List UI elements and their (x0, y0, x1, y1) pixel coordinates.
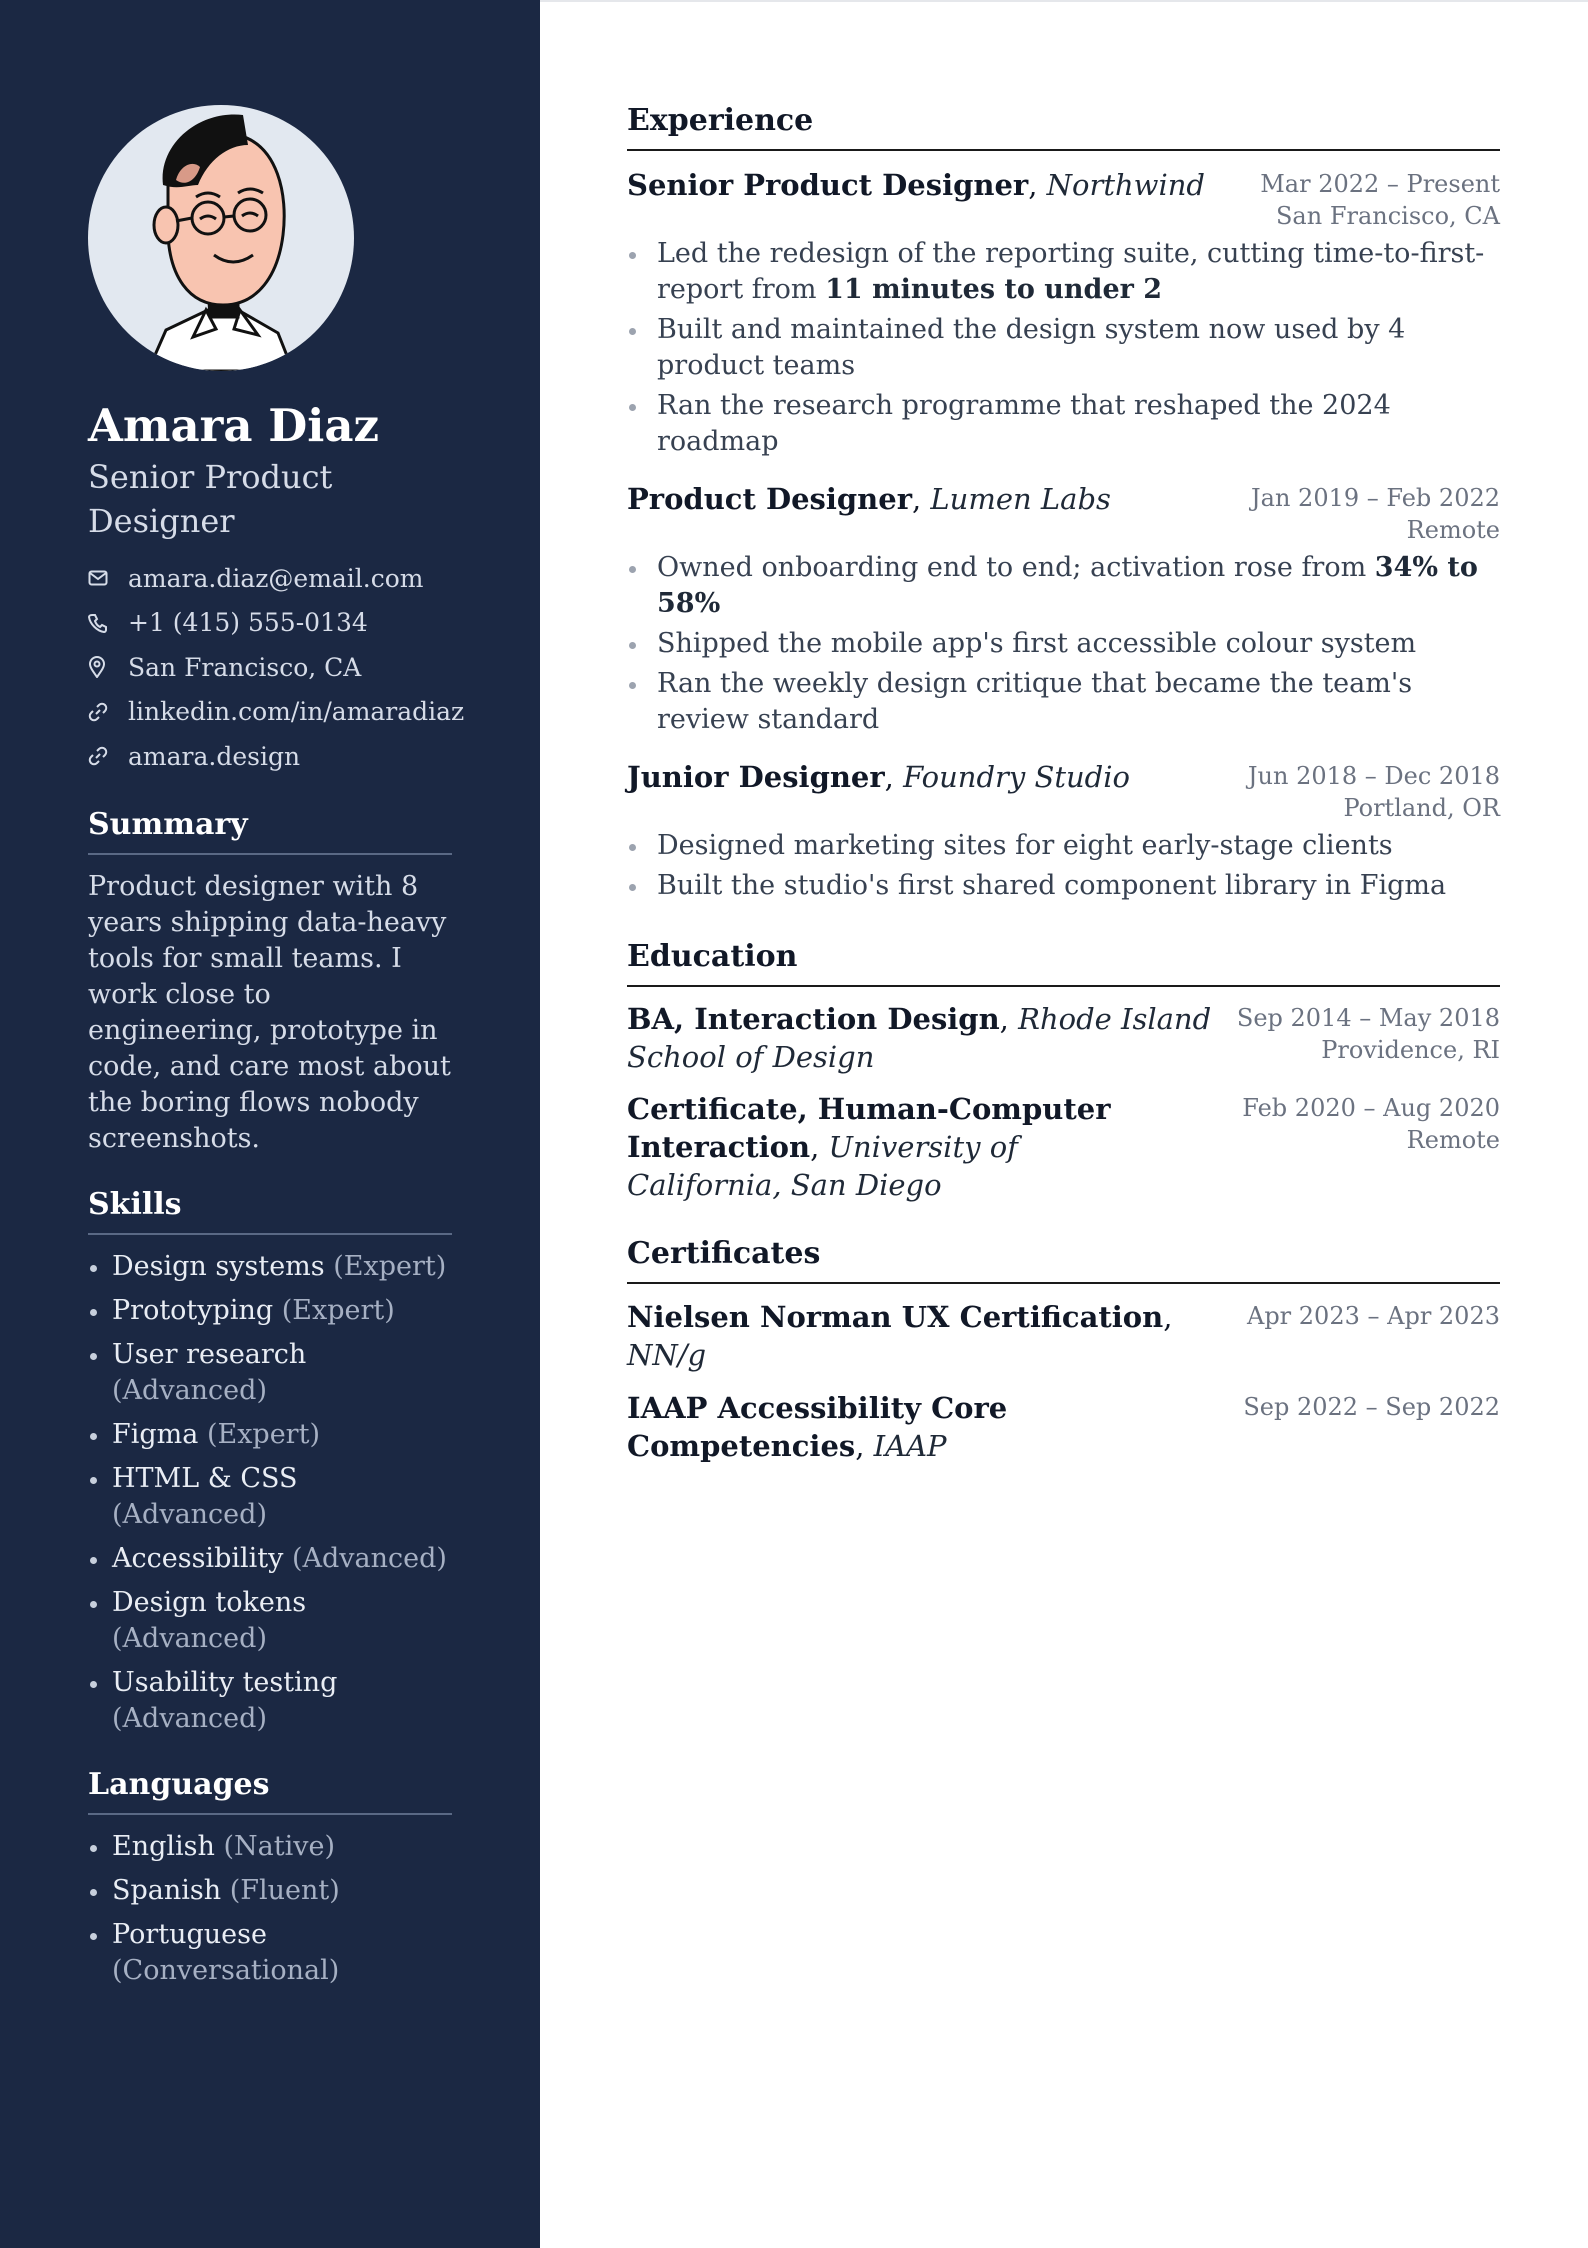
education-entry (627, 1000, 1500, 1076)
bullet-list (627, 236, 1500, 460)
certificate-issuer: IAAP (873, 1429, 947, 1463)
experience-entry (627, 758, 1500, 908)
skill-name: Usability testing (112, 1667, 338, 1698)
contact-linkedin-text: linkedin.com/in/amaradiaz (128, 697, 465, 727)
list-item (88, 1293, 452, 1329)
contact-phone[interactable] (88, 601, 508, 646)
language-name: Spanish (112, 1875, 222, 1906)
education-entry (627, 1090, 1500, 1204)
skill-name: User research (112, 1339, 307, 1370)
bullet-text: Led the redesign of the reporting suite, cutting time-to-first-report from (657, 238, 1485, 305)
language-name: Portuguese (112, 1919, 267, 1950)
entry-dates: Sep 2014 – May 2018 (1236, 1004, 1500, 1032)
list-item (627, 312, 1500, 384)
entry-location: Providence, RI (1321, 1036, 1500, 1064)
entry-meta (1242, 1092, 1500, 1156)
skill-level: (Advanced) (112, 1623, 267, 1654)
list-item (88, 1665, 452, 1737)
list-item (627, 868, 1500, 904)
contact-location-text: San Francisco, CA (128, 652, 362, 682)
entry-title: IAAP Accessibility Core Competencies, IAAP (627, 1391, 1008, 1463)
bullet-list (627, 828, 1500, 904)
skill-name: Accessibility (112, 1543, 284, 1574)
avatar-illustration (88, 105, 354, 371)
contact-website[interactable] (88, 734, 508, 779)
entry-header (627, 758, 1500, 822)
entry-location: Portland, OR (1343, 794, 1500, 822)
skill-level: (Advanced) (112, 1703, 267, 1734)
entry-location: San Francisco, CA (1275, 202, 1500, 230)
education-heading: Education (627, 937, 1500, 987)
certificates-heading: Certificates (627, 1234, 1500, 1284)
company-name: Lumen Labs (930, 482, 1111, 516)
experience-heading: Experience (627, 101, 1500, 151)
degree: Certificate, Human-Computer Interaction (627, 1092, 1111, 1164)
entry-header (627, 480, 1500, 544)
entry-meta (1243, 1391, 1500, 1423)
contact-website-text: amara.design (128, 741, 301, 771)
skill-level: (Expert) (281, 1295, 395, 1326)
entry-title: Certificate, Human-Computer Interaction, University of California, San Diego (627, 1092, 1111, 1202)
contact-email[interactable] (88, 556, 508, 601)
bullet-text: Built and maintained the design system now used by 4 product teams (657, 314, 1406, 381)
entry-dates: Mar 2022 – Present (1260, 170, 1500, 198)
entry-meta (1260, 168, 1500, 232)
languages-list (88, 1829, 452, 1989)
entry-header (627, 166, 1500, 230)
bullet-text: Shipped the mobile app's first accessible colour system (657, 628, 1417, 659)
contact-list (88, 556, 508, 779)
list-item (88, 1917, 452, 1989)
languages-heading: Languages (88, 1765, 452, 1815)
certificate-entry (627, 1298, 1500, 1374)
company-name: Foundry Studio (903, 760, 1130, 794)
certificate-name: Nielsen Norman UX Certification (627, 1300, 1164, 1334)
degree: BA, Interaction Design (627, 1002, 1000, 1036)
list-item (88, 1337, 452, 1409)
sidebar (0, 0, 540, 2248)
list-item (88, 1461, 452, 1533)
language-level: (Conversational) (112, 1955, 340, 1986)
summary-section (88, 805, 452, 1157)
company-name: Northwind (1046, 168, 1205, 202)
entry-location: Remote (1406, 1126, 1500, 1154)
entry-dates: Apr 2023 – Apr 2023 (1246, 1302, 1500, 1330)
entry-meta (1251, 482, 1500, 546)
list-item (627, 626, 1500, 662)
skill-level: (Advanced) (291, 1543, 447, 1574)
experience-entry (627, 166, 1500, 464)
school-name: Rhode Island School of Design (627, 1002, 1212, 1074)
contact-location (88, 645, 508, 690)
skill-name: Design systems (112, 1251, 325, 1282)
entry-dates: Jun 2018 – Dec 2018 (1247, 762, 1500, 790)
entry-title: BA, Interaction Design, Rhode Island School of Design (627, 1002, 1212, 1074)
summary-heading: Summary (88, 805, 452, 855)
link-icon (88, 700, 128, 724)
contact-phone-text: +1 (415) 555-0134 (128, 608, 368, 638)
skills-section (88, 1185, 452, 1745)
skill-level: (Expert) (333, 1251, 447, 1282)
bullet-text: Designed marketing sites for eight early-stage clients (657, 830, 1393, 861)
job-title: Junior Designer (627, 760, 885, 794)
certificate-issuer: NN/g (627, 1338, 707, 1372)
entry-dates: Sep 2022 – Sep 2022 (1243, 1393, 1500, 1421)
list-item (88, 1541, 452, 1577)
contact-email-text: amara.diaz@email.com (128, 563, 424, 593)
bullet-list (627, 550, 1500, 738)
skill-name: HTML & CSS (112, 1463, 298, 1494)
entry-meta (1247, 1300, 1500, 1332)
job-title: Senior Product Designer (627, 168, 1029, 202)
entry-location: Remote (1406, 516, 1500, 544)
list-item (627, 236, 1500, 308)
entry-header (627, 1090, 1500, 1204)
list-item (88, 1249, 452, 1285)
skills-list (88, 1249, 452, 1737)
certificate-name: IAAP Accessibility Core Competencies (627, 1391, 1008, 1463)
bullet-highlight: 34% to 58% (657, 552, 1478, 619)
list-item (627, 550, 1500, 622)
list-item (627, 388, 1500, 460)
entry-header (627, 1389, 1500, 1465)
bullet-highlight: 11 minutes to under 2 (825, 274, 1163, 305)
skill-level: (Advanced) (112, 1499, 267, 1530)
certificate-entry (627, 1389, 1500, 1465)
candidate-role: Senior Product Designer (88, 458, 333, 540)
skill-level: (Expert) (206, 1419, 320, 1450)
languages-section (88, 1765, 452, 1997)
entry-title: Junior Designer, Foundry Studio (627, 760, 1130, 794)
bullet-text: Built the studio's first shared component library in Figma (657, 870, 1447, 901)
mail-icon (88, 566, 128, 590)
entry-dates: Feb 2020 – Aug 2020 (1242, 1094, 1500, 1122)
list-item (627, 666, 1500, 738)
location-icon (88, 655, 128, 679)
entry-meta (1237, 1002, 1500, 1066)
entry-header (627, 1298, 1500, 1374)
skills-heading: Skills (88, 1185, 452, 1235)
experience-entry (627, 480, 1500, 742)
list-item (88, 1585, 452, 1657)
bullet-text: Ran the weekly design critique that became the team's review standard (657, 668, 1413, 735)
language-name: English (112, 1831, 215, 1862)
list-item (88, 1417, 452, 1453)
entry-title: Senior Product Designer, Northwind (627, 168, 1205, 202)
entry-title: Product Designer, Lumen Labs (627, 482, 1111, 516)
bullet-text: Owned onboarding end to end; activation rose from (657, 552, 1375, 583)
entry-header (627, 1000, 1500, 1076)
skill-name: Prototyping (112, 1295, 274, 1326)
list-item (88, 1829, 452, 1865)
job-title: Product Designer (627, 482, 912, 516)
bullet-text: Ran the research programme that reshaped the 2024 roadmap (657, 390, 1391, 457)
avatar (88, 105, 354, 371)
entry-title: Nielsen Norman UX Certification, NN/g (627, 1300, 1173, 1372)
list-item (627, 828, 1500, 864)
skill-name: Design tokens (112, 1587, 307, 1618)
skill-level: (Advanced) (112, 1375, 267, 1406)
phone-icon (88, 611, 128, 635)
school-name: University of California, San Diego (627, 1130, 1018, 1202)
language-level: (Native) (223, 1831, 336, 1862)
skill-name: Figma (112, 1419, 199, 1450)
entry-dates: Jan 2019 – Feb 2022 (1251, 484, 1500, 512)
summary-text: Product designer with 8 years shipping data-heavy tools for small teams. I work close to engineering, prototype in code, and care most about the boring flows nobody screenshots. (88, 871, 451, 1154)
candidate-name: Amara Diaz (88, 399, 380, 452)
entry-meta (1248, 760, 1500, 824)
contact-linkedin[interactable] (88, 690, 508, 735)
list-item (88, 1873, 452, 1909)
link-icon (88, 744, 128, 768)
language-level: (Fluent) (229, 1875, 340, 1906)
